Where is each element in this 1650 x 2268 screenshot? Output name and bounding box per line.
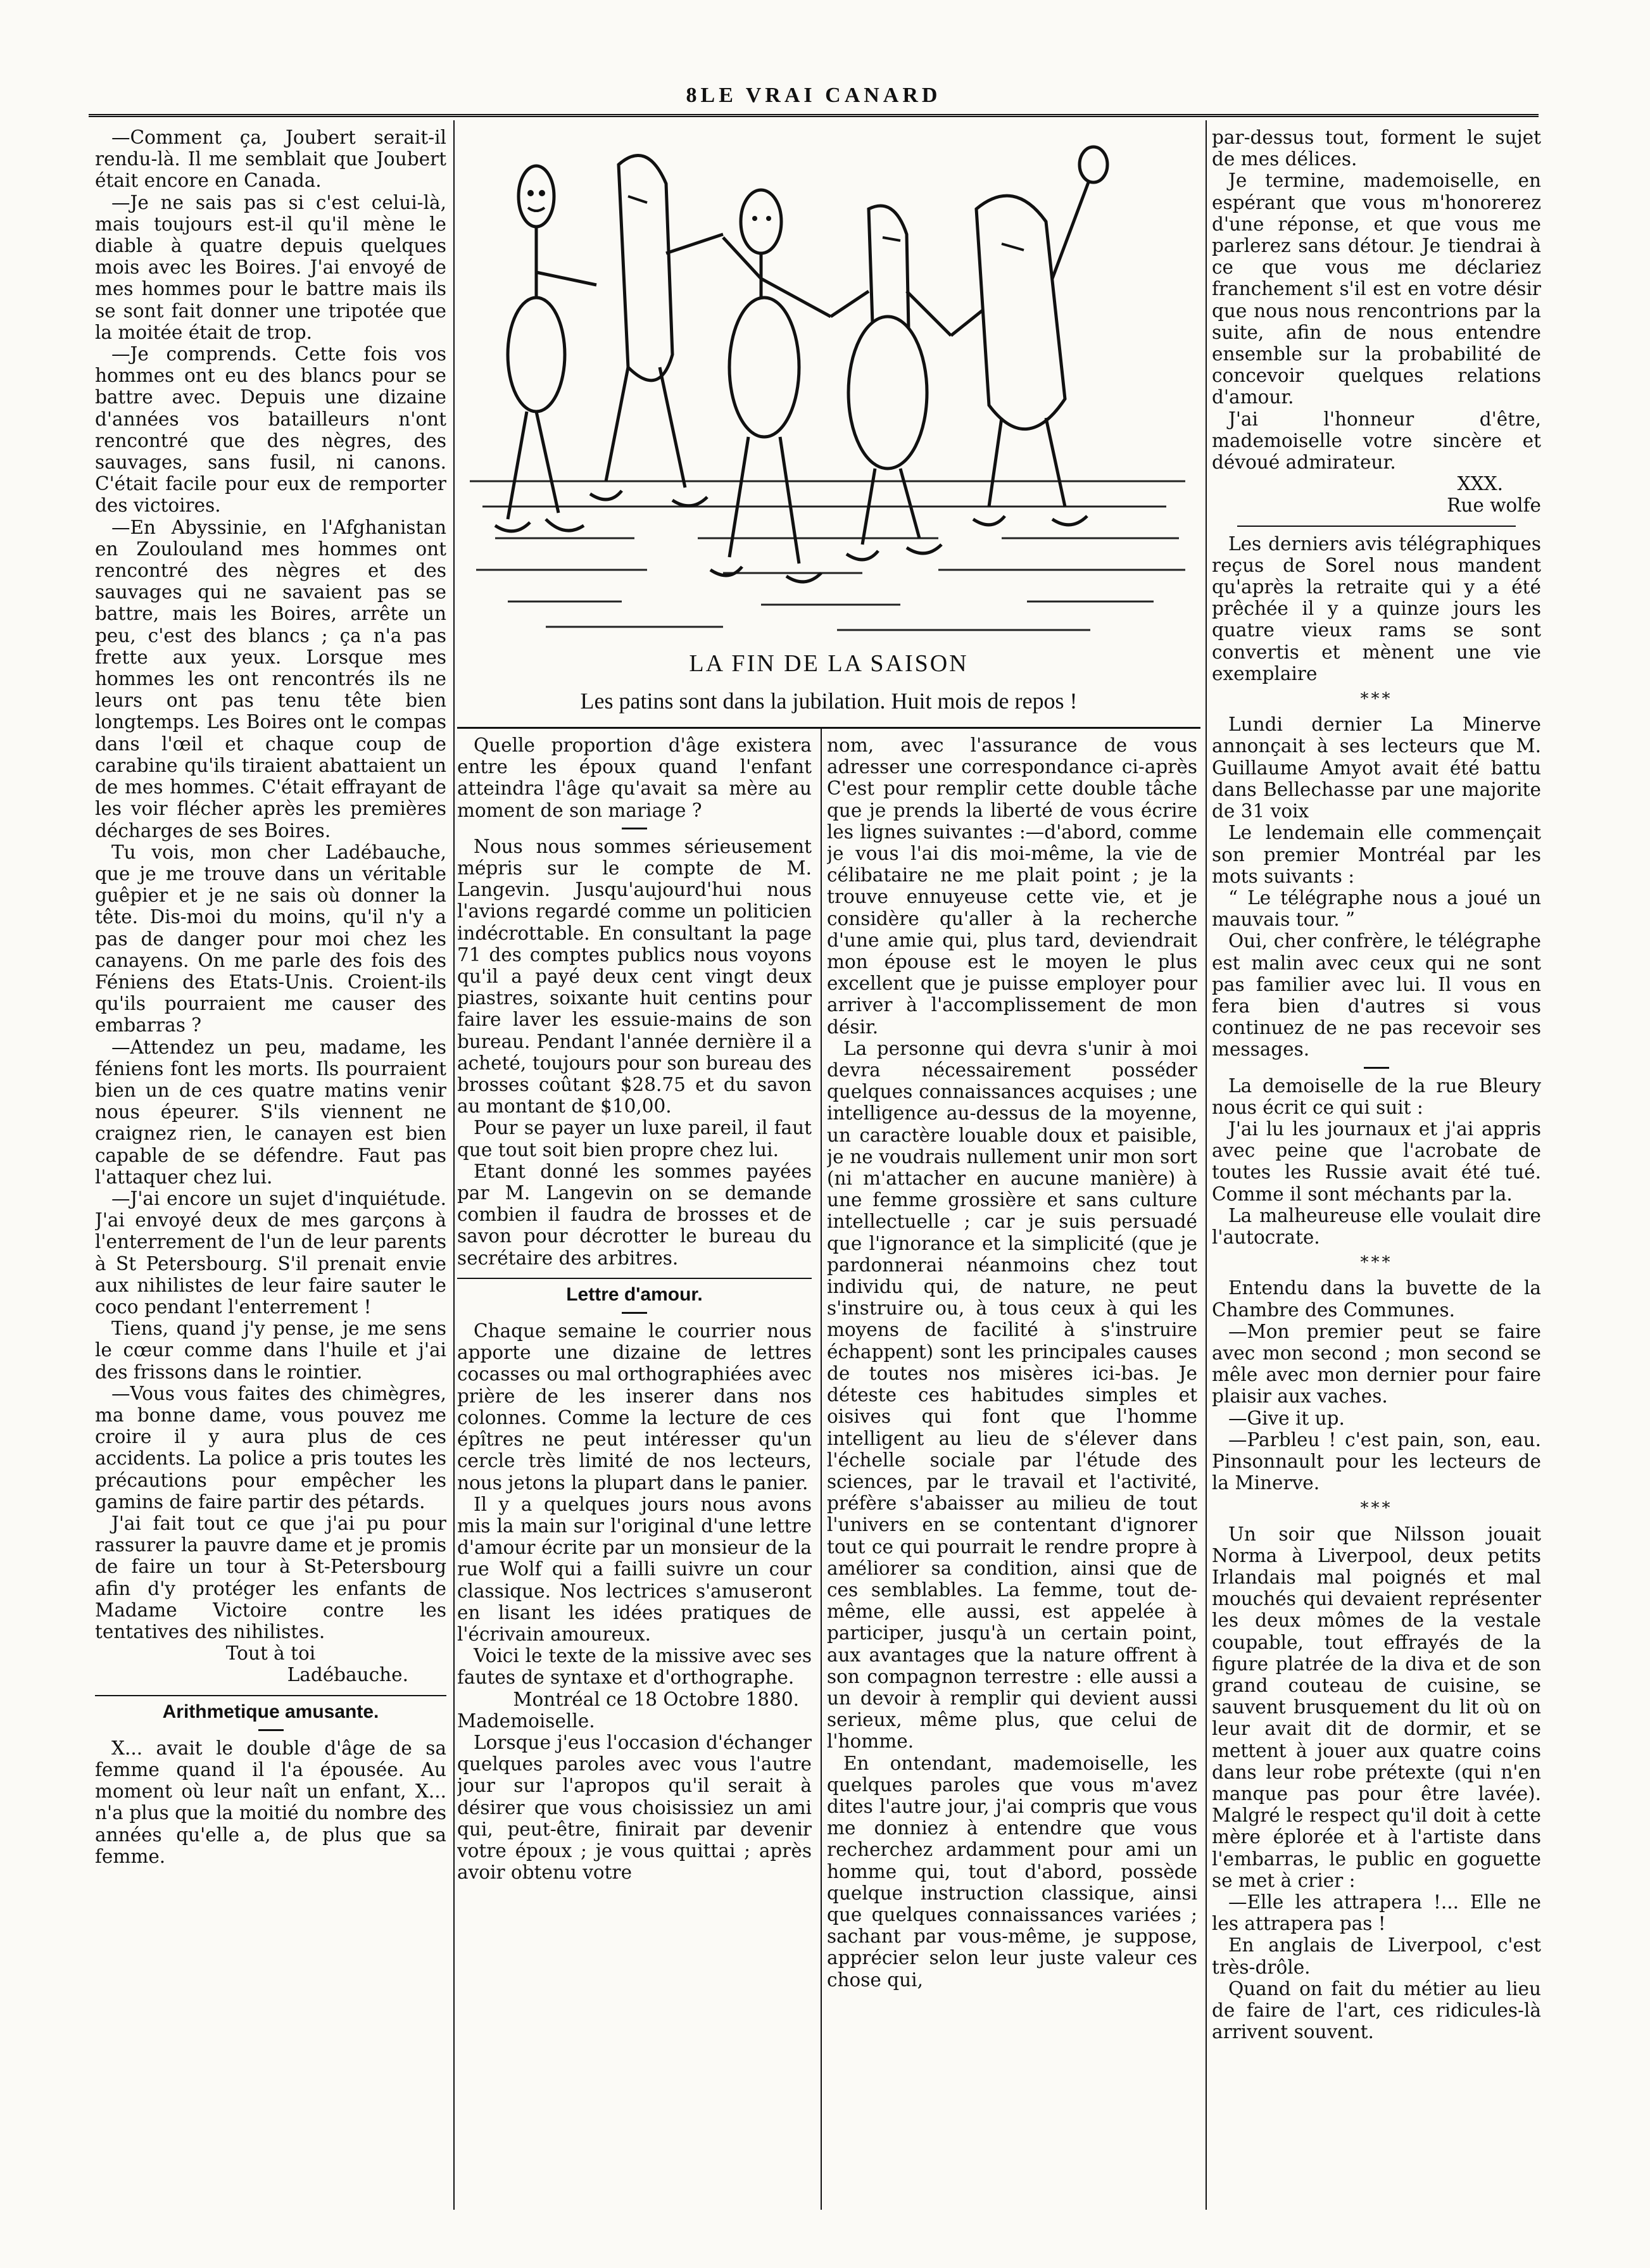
paragraph: La malheureuse elle voulait dire l'autocrate. [1212,1204,1541,1248]
column-rule [1206,120,1207,2210]
dash-divider [622,1312,647,1314]
dash-divider [258,1729,284,1731]
paragraph: La personne qui devra s'unir à moi devra nécessairement posséder quelques connaissances acquises ; une intelligence au-dessus de la moyenne, un caractère louable doux et paisible, je ne voudrais nullement unir mon sort (ni m'attacher en aucune manière) à une femme grossière et sans culture intellectuelle ; car je suis persuadé que l'ignorance et la simplicité (que je pardonnerai néanmoins chez tout individu qui, de nature, ne peut s'instruire ou, à tous ceux à qui les moyens de facilité à s'instruire échappent) sont les principales causes de toutes nos misères ici-bas. Je déteste ces habitudes simples et oisives qui font que l'homme intelligent au lieu de s'élever dans l'échelle sociale par l'étude des sciences, par le travail et l'activité, préfère s'abaisser au milieu de tout l'univers en se contentant d'ignorer tout ce qui pourrait le rendre propre à améliorer sa condition, ainsi que de ces semblables. La femme, tout de-même, elle aussi, est appelée à participer, jusqu'à un certain point, aux avantages que la nature offrent à son compagnon terrestre : elle aussi a un devoir à remplir qui devient aussi serieux, même plus, que celui de l'homme. [827,1037,1197,1753]
paragraph: —Mon premier peut se faire avec mon second ; mon second se mêle avec mon dernier pour faire plaisir aux vaches. [1212,1320,1541,1408]
paragraph: —Parbleu ! c'est pain, son, eau. Pinsonnault pour les lecteurs de la Minerve. [1212,1428,1541,1494]
section-divider [1237,526,1516,527]
paragraph: Entendu dans la buvette de la Chambre des Communes. [1212,1277,1541,1321]
column-1 [95,127,446,2216]
dash-divider [1364,1067,1389,1069]
paragraph: J'ai l'honneur d'être, mademoiselle votre sincère et dévoué admirateur. [1212,408,1541,474]
paragraph: —Elle les attrapera !... Elle ne les attrapera pas ! [1212,1891,1541,1935]
paragraph: Oui, cher confrère, le télégraphe est malin avec ceux qui ne sont pas familier avec lui. Il vous en fera bien d'autres si vous continuez de ne pas recevoir ses messages. [1212,930,1541,1061]
column-4 [1212,127,1541,2216]
letter-date: Montréal ce 18 Octobre 1880. [513,1688,799,1710]
paragraph: En anglais de Liverpool, c'est très-drôle. [1212,1934,1541,1978]
paragraph: J'ai fait tout ce que j'ai pu pour rassurer la pauvre dame et je promis de faire un tour à St-Petersbourg afin d'y protéger les enfants de Madame Victoire contre les tentatives des nihilistes. [95,1513,446,1643]
asterism: *** [1360,690,1393,709]
column-2 [457,734,812,2210]
dash-divider [622,828,647,829]
paragraph: En ontendant, mademoiselle, les quelques paroles que vous m'avez dites l'autre jour, j'ai compris que vous me donniez à entendre que vous recherchez ardamment pour ami un homme qui, tout d'abord, possède quelque instruction classique, ainsi que quelques connaissances variées ; sachant par vous-même, je suppose, apprécier selon leur juste valeur ces chose qui, [827,1752,1197,1991]
section-divider [457,1278,812,1279]
paragraph: —Comment ça, Joubert serait-il rendu-là. Il me semblait que Joubert était encore en Canada. [95,127,446,192]
dancing-skates-illustration [457,127,1200,646]
paragraph: Le lendemain elle commençait son premier Montréal par les mots suivants : [1212,822,1541,887]
paragraph: Je termine, mademoiselle, en espérant que vous m'honorerez d'une réponse, et que vous me parlerez sans détour. Je tiendrai à ce que vous me déclariez franchement s'il est en votre désir que nous nous rencontrions par la suite, afin de nous entendre ensemble sur la probabilité de concevoir quelques relations d'amour. [1212,170,1541,408]
paragraph: Un soir que Nilsson jouait Norma à Liverpool, deux petits Irlandais mal poignés et mal mouchés qui devaient représenter les deux mômes de la vestale coupable, tout effrayés de la figure platrée de la diva et de son grand couteau de cuisine, se sauvent brusquement du lit où on leur avait dit de dormir, et se mettent à jouer aux quatre coins dans leur robe prétexte (qui n'en manque pas pour être lavée). Malgré le respect qu'il doit à cette mère éplorée et à l'artiste dans l'embarras, le public en goguette se met à crier : [1212,1523,1541,1891]
signature-name: Ladébauche. [287,1664,408,1686]
letter-salutation: Mademoiselle. [457,1710,595,1732]
heading-arithmetique: Arithmetique amusante. [162,1701,379,1722]
paragraph: Nous nous sommes sérieusement mépris sur le compte de M. Langevin. Jusqu'aujourd'hui nous l'avions regardé comme un politicien indécrottable. En consultant la page 71 des comptes publics nous voyons qu'il a payé deux cent vingt deux piastres, soixante huit centins pour faire laver les essuie-mains de son bureau. Pendant l'année dernière il a acheté, toujours pour son bureau des brosses coûtant $28.75 et du savon au montant de $10,00. [457,835,812,1118]
paragraph: Chaque semaine le courrier nous apporte une dizaine de lettres cocasses ou mal orthographiées avec prière de les inserer dans nos colonnes. Comme la lecture de ces épîtres ne peut intéresser qu'un cercle très limité de nos lecteurs, nous jetons la plupart dans le panier. [457,1320,812,1494]
asterism: *** [1360,1499,1393,1518]
paragraph: Voici le texte de la missive avec ses fautes de syntaxe et d'orthographe. [457,1645,812,1689]
masthead: 8LE VRAI CANARD [686,84,942,107]
paragraph: Lundi dernier La Minerve annonçait à ses lecteurs que M. Guillaume Amyot avait été battu dans Bellechasse par une majorite de 31 voix [1212,714,1541,822]
paragraph: —Je ne sais pas si c'est celui-là, mais toujours est-il qu'il mène le diable à quatre depuis quelques mois avec les Boires. J'ai envoyé de mes hommes pour le battre mais ils se sont fait donner une tripotée que la moitée était de trop. [95,191,446,343]
column-rule [821,728,822,2210]
paragraph: Quand on fait du métier au lieu de faire de l'art, ces ridicules-là arrivent souvent. [1212,1977,1541,2043]
paragraph: Tu vois, mon cher Ladébauche, que je me trouve dans un véritable guêpier et je ne sais où donner la tête. Dis-moi du moins, qu'il n'y a pas de danger pour moi chez les canayens. On me parle des fois des Féniens des Etats-Unis. Croient-ils qu'ils pourraient me causer des embarras ? [95,841,446,1036]
paragraph: —J'ai encore un sujet d'inquiétude. J'ai envoyé deux de mes garçons à l'enterrement de l'un de leur parents à St Petersbourg. S'il prenait envie aux nihilistes de leur faire sauter le coco pendant l'enterrement ! [95,1187,446,1318]
masthead-rule [89,114,1539,117]
illustration-caption: Les patins sont dans la jubilation. Huit mois de repos ! [580,688,1078,714]
signature-closing: Tout à toi [225,1642,316,1665]
paragraph: Tiens, quand j'y pense, je me sens le cœur comme dans l'huile et j'ai des frissons dans le rointier. [95,1318,446,1383]
illustration-title: LA FIN DE LA SAISON [689,650,969,677]
paragraph: Pour se payer un luxe pareil, il faut que tout soit bien propre chez lui. [457,1117,812,1161]
paragraph: X... avait le double d'âge de sa femme quand il l'a épousée. Au moment où leur naît un enfant, X... n'a plus que la moitié du nombre des années qu'elle a, de plus que sa femme. [95,1737,446,1867]
paragraph: —Give it up. [1228,1407,1345,1429]
paragraph: —En Abyssinie, en l'Afghanistan en Zoulouland mes hommes ont rencontré des nègres et des sauvages qui ne savaient pas se battre, mais les Boires, arrête un peu, c'est des blancs ; ça n'a pas frette aux yeux. Lorsque mes hommes les ont rencontrés ils ne leurs ont pas tenu tête bien longtemps. Les Boires ont le compas dans l'œil et chaque coup de carabine qu'ils tiraient abattaient un de mes hommes. C'était effrayant de les voir flécher après les premières décharges de ses Boires. [95,516,446,841]
section-divider [95,1695,446,1696]
column-rule [453,120,455,2210]
paragraph: Etant donné les sommes payées par M. Langevin on se demande combien il faudra de brosses et de savon pour décrotter le bureau du secrétaire des arbitres. [457,1160,812,1269]
paragraph: J'ai lu les journaux et j'ai appris avec peine que l'acrobate de toutes les Russie avait été tué. Comme il sont méchants par la. [1212,1118,1541,1205]
signature-address: Rue wolfe [1447,495,1541,517]
paragraph: Lorsque j'eus l'occasion d'échanger quelques paroles avec vous l'autre jour sur l'apropos qu'il serait à désirer que vous choisissiez un ami qui, peut-être, finirait par devenir votre époux ; je vous quittai ; après avoir obtenu votre [457,1731,812,1884]
paragraph: —Attendez un peu, madame, les féniens font les morts. Ils pourraient bien un de ces quatre matins venir nous épeurer. S'ils viennent ne craignez rien, le canayen est bien capable de se défendre. Faut pas l'attaquer chez lui. [95,1036,446,1188]
paragraph: —Vous vous faites des chimègres, ma bonne dame, vous pouvez me croire il y aura plus de ces accidents. La police a pris toutes les précautions pour empêcher les gamins de faire partir des pétards. [95,1382,446,1513]
paragraph: par-dessus tout, forment le sujet de mes délices. [1212,127,1541,170]
heading-lettre-amour: Lettre d'amour. [566,1283,703,1305]
illustration-rule [457,727,1200,729]
asterism: *** [1360,1253,1393,1273]
paragraph: Les derniers avis télégraphiques reçus de Sorel nous mandent qu'après la retraite qui y a été prêchée il y a quinze jours les quatre vieux rams se sont convertis et mènent une vie exemplaire [1212,532,1541,684]
paragraph: Il y a quelques jours nous avons mis la main sur l'original d'une lettre d'amour écrite par un monsieur de la rue Wolf qui a failli suivre un cour classique. Nos lectrices s'amuseront en lisant les idées pratiques de l'écrivain amoureux. [457,1493,812,1645]
paragraph: Quelle proportion d'âge existera entre les époux quand l'enfant atteindra l'âge qu'avait sa mère au moment de son mariage ? [457,734,812,821]
paragraph: La demoiselle de la rue Bleury nous écrit ce qui suit : [1212,1074,1541,1118]
paragraph: “ Le télégraphe nous a joué un mauvais tour. ” [1212,886,1541,931]
paragraph: —Je comprends. Cette fois vos hommes ont eu des blancs pour se battre avec. Depuis une dizaine d'années vos batailleurs n'ont rencontré que des nègres, des sauvages, sans fusil, ni canons. C'était facile pour eux de remporter des victoires. [95,343,446,517]
signature-name: XXX. [1457,473,1503,495]
column-3 [827,734,1197,2210]
paragraph: nom, avec l'assurance de vous adresser une correspondance ci-après C'est pour remplir cette double tâche que je prends la liberté de vous écrire les lignes suivantes :—d'abord, comme je vous l'ai dis moi-même, la vie de célibataire ne me plait point ; je la trouve ennuyeuse cette vie, et je considère qu'aller à la recherche d'une amie qui, plus tard, deviendrait mon épouse est le moyen le plus excellent que je puisse employer pour arriver à l'accomplissement de mon désir. [827,734,1197,1038]
